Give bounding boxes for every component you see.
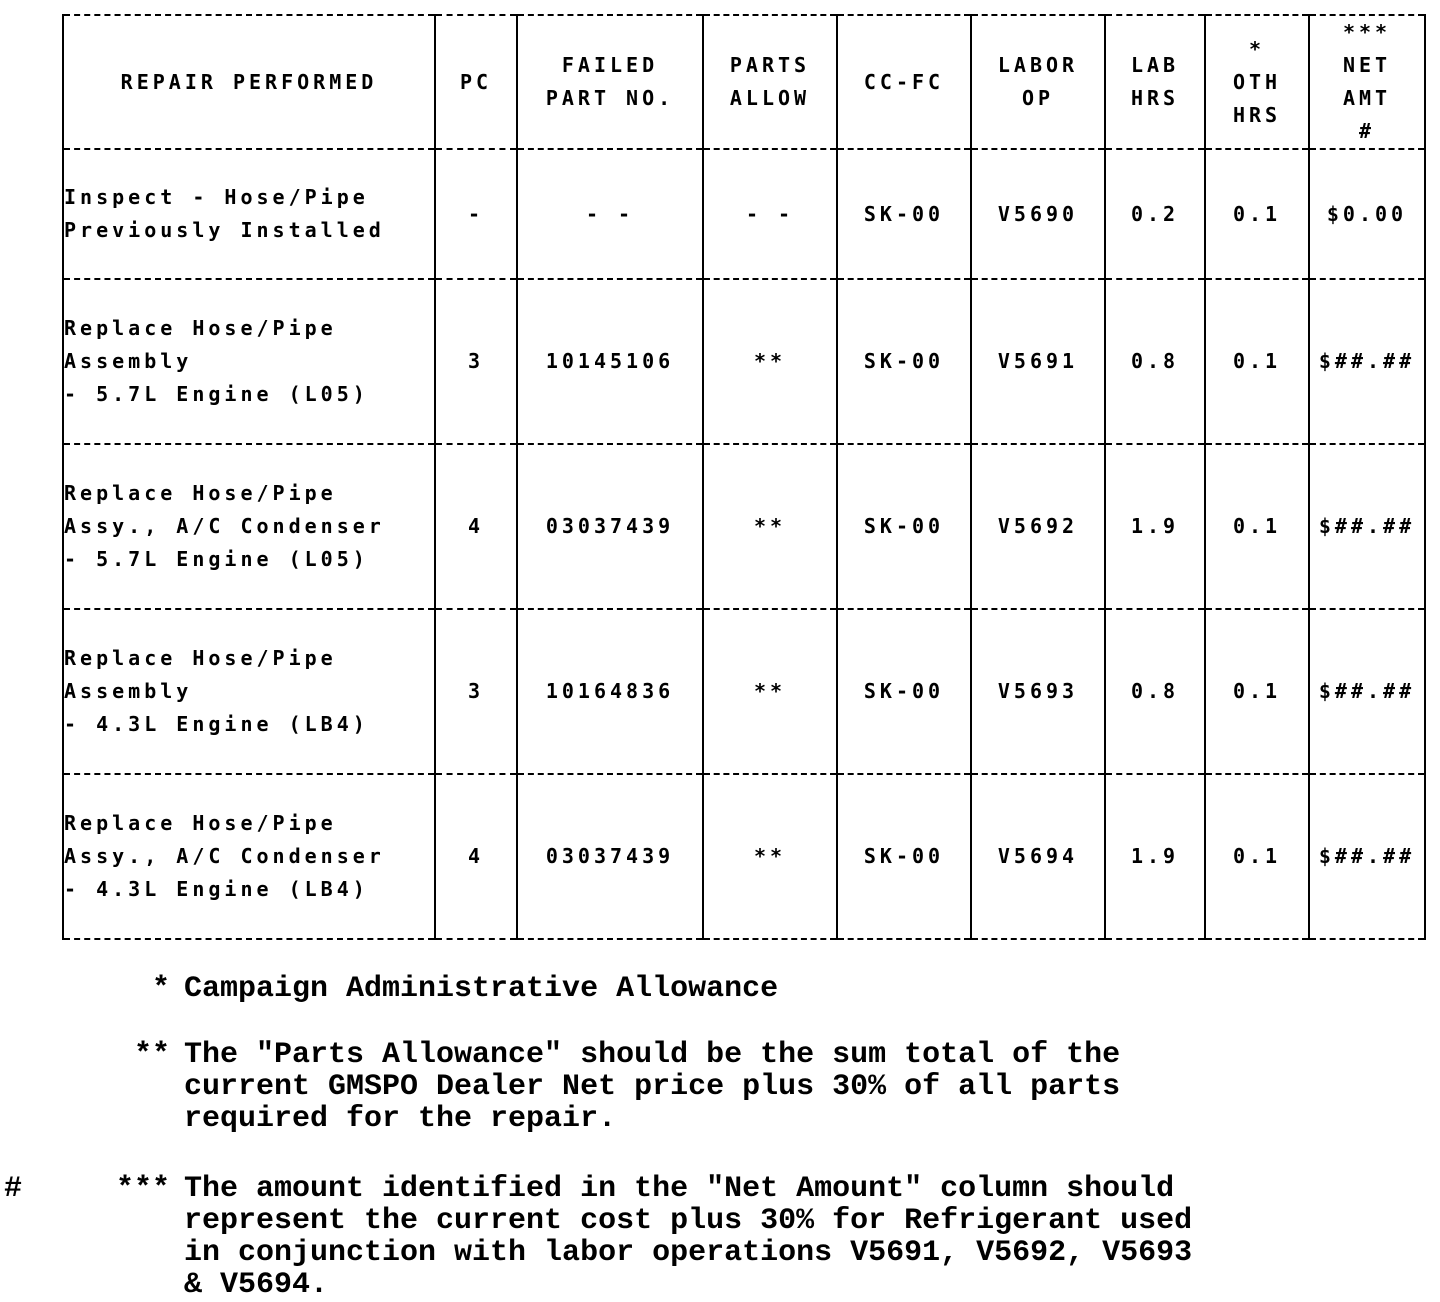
- parts-allow-cell: **: [703, 609, 837, 774]
- lab-hrs-cell: 1.9: [1105, 774, 1205, 939]
- repair-performed-cell: Replace Hose/Pipe Assembly - 4.3L Engine (LB4): [63, 609, 435, 774]
- net-amt-cell: $0.00: [1309, 149, 1425, 279]
- labor-op-cell: V5694: [971, 774, 1105, 939]
- header-repair-performed: REPAIR PERFORMED: [63, 15, 435, 149]
- labor-op-cell: V5691: [971, 279, 1105, 444]
- pc-cell: -: [435, 149, 517, 279]
- net-amt-cell: $##.##: [1309, 444, 1425, 609]
- header-lab-hrs: LAB HRS: [1105, 15, 1205, 149]
- cc-fc-cell: SK-00: [837, 279, 971, 444]
- lab-hrs-cell: 0.2: [1105, 149, 1205, 279]
- table-header-row: [63, 15, 1425, 149]
- cc-fc-cell: SK-00: [837, 774, 971, 939]
- pc-cell: 3: [435, 609, 517, 774]
- failed-part-no-cell: 10145106: [517, 279, 703, 444]
- lab-hrs-cell: 0.8: [1105, 609, 1205, 774]
- oth-hrs-cell: 0.1: [1205, 149, 1309, 279]
- repair-performed-cell: Replace Hose/Pipe Assy., A/C Condenser - 4.3L Engine (LB4): [63, 774, 435, 939]
- header-net-amt: *** NET AMT #: [1309, 15, 1425, 149]
- cc-fc-cell: SK-00: [837, 609, 971, 774]
- header-failed-part-no: FAILED PART NO.: [517, 15, 703, 149]
- table-row: [63, 444, 1425, 609]
- parts-allow-cell: **: [703, 444, 837, 609]
- header-labor-op: LABOR OP: [971, 15, 1105, 149]
- cc-fc-cell: SK-00: [837, 149, 971, 279]
- parts-allow-cell: - -: [703, 149, 837, 279]
- pc-cell: 4: [435, 774, 517, 939]
- footnote-mark: ***: [115, 1172, 170, 1206]
- pc-cell: 4: [435, 444, 517, 609]
- labor-operation-table: [62, 14, 1426, 940]
- cc-fc-cell: SK-00: [837, 444, 971, 609]
- table-row: [63, 774, 1425, 939]
- footnote-line: current GMSPO Dealer Net price plus 30% of all parts: [184, 1070, 1121, 1104]
- footnote-line: Campaign Administrative Allowance: [184, 972, 779, 1006]
- parts-allow-cell: **: [703, 279, 837, 444]
- lab-hrs-cell: 0.8: [1105, 279, 1205, 444]
- labor-op-cell: V5690: [971, 149, 1105, 279]
- footnote-mark: **: [133, 1038, 170, 1072]
- repair-performed-cell: Replace Hose/Pipe Assy., A/C Condenser - 5.7L Engine (L05): [63, 444, 435, 609]
- net-amt-cell: $##.##: [1309, 774, 1425, 939]
- footnote-mark: *: [151, 972, 170, 1006]
- failed-part-no-cell: - -: [517, 149, 703, 279]
- repair-performed-cell: Replace Hose/Pipe Assembly - 5.7L Engine (L05): [63, 279, 435, 444]
- oth-hrs-cell: 0.1: [1205, 444, 1309, 609]
- pc-cell: 3: [435, 279, 517, 444]
- oth-hrs-cell: 0.1: [1205, 774, 1309, 939]
- net-amt-cell: $##.##: [1309, 279, 1425, 444]
- table-row: [63, 609, 1425, 774]
- labor-op-cell: V5693: [971, 609, 1105, 774]
- oth-hrs-cell: 0.1: [1205, 609, 1309, 774]
- oth-hrs-cell: 0.1: [1205, 279, 1309, 444]
- failed-part-no-cell: 03037439: [517, 444, 703, 609]
- table-row: [63, 279, 1425, 444]
- footnote-line: required for the repair.: [184, 1102, 617, 1136]
- header-oth-hrs: * OTH HRS: [1205, 15, 1309, 149]
- footnote-line: & V5694.: [184, 1268, 329, 1302]
- failed-part-no-cell: 03037439: [517, 774, 703, 939]
- footnote-line: The amount identified in the "Net Amount" column should: [184, 1172, 1175, 1206]
- footnote-line: represent the current cost plus 30% for Refrigerant used: [184, 1204, 1193, 1238]
- lab-hrs-cell: 1.9: [1105, 444, 1205, 609]
- header-cc-fc: CC-FC: [837, 15, 971, 149]
- labor-op-cell: V5692: [971, 444, 1105, 609]
- revision-mark: #: [4, 1172, 23, 1206]
- parts-allow-cell: **: [703, 774, 837, 939]
- footnote-line: The "Parts Allowance" should be the sum total of the: [184, 1038, 1121, 1072]
- repair-performed-cell: Inspect - Hose/Pipe Previously Installed: [63, 149, 435, 279]
- header-parts-allow: PARTS ALLOW: [703, 15, 837, 149]
- table-row: [63, 149, 1425, 279]
- net-amt-cell: $##.##: [1309, 609, 1425, 774]
- failed-part-no-cell: 10164836: [517, 609, 703, 774]
- header-pc: PC: [435, 15, 517, 149]
- footnote-line: in conjunction with labor operations V5691, V5692, V5693: [184, 1236, 1193, 1270]
